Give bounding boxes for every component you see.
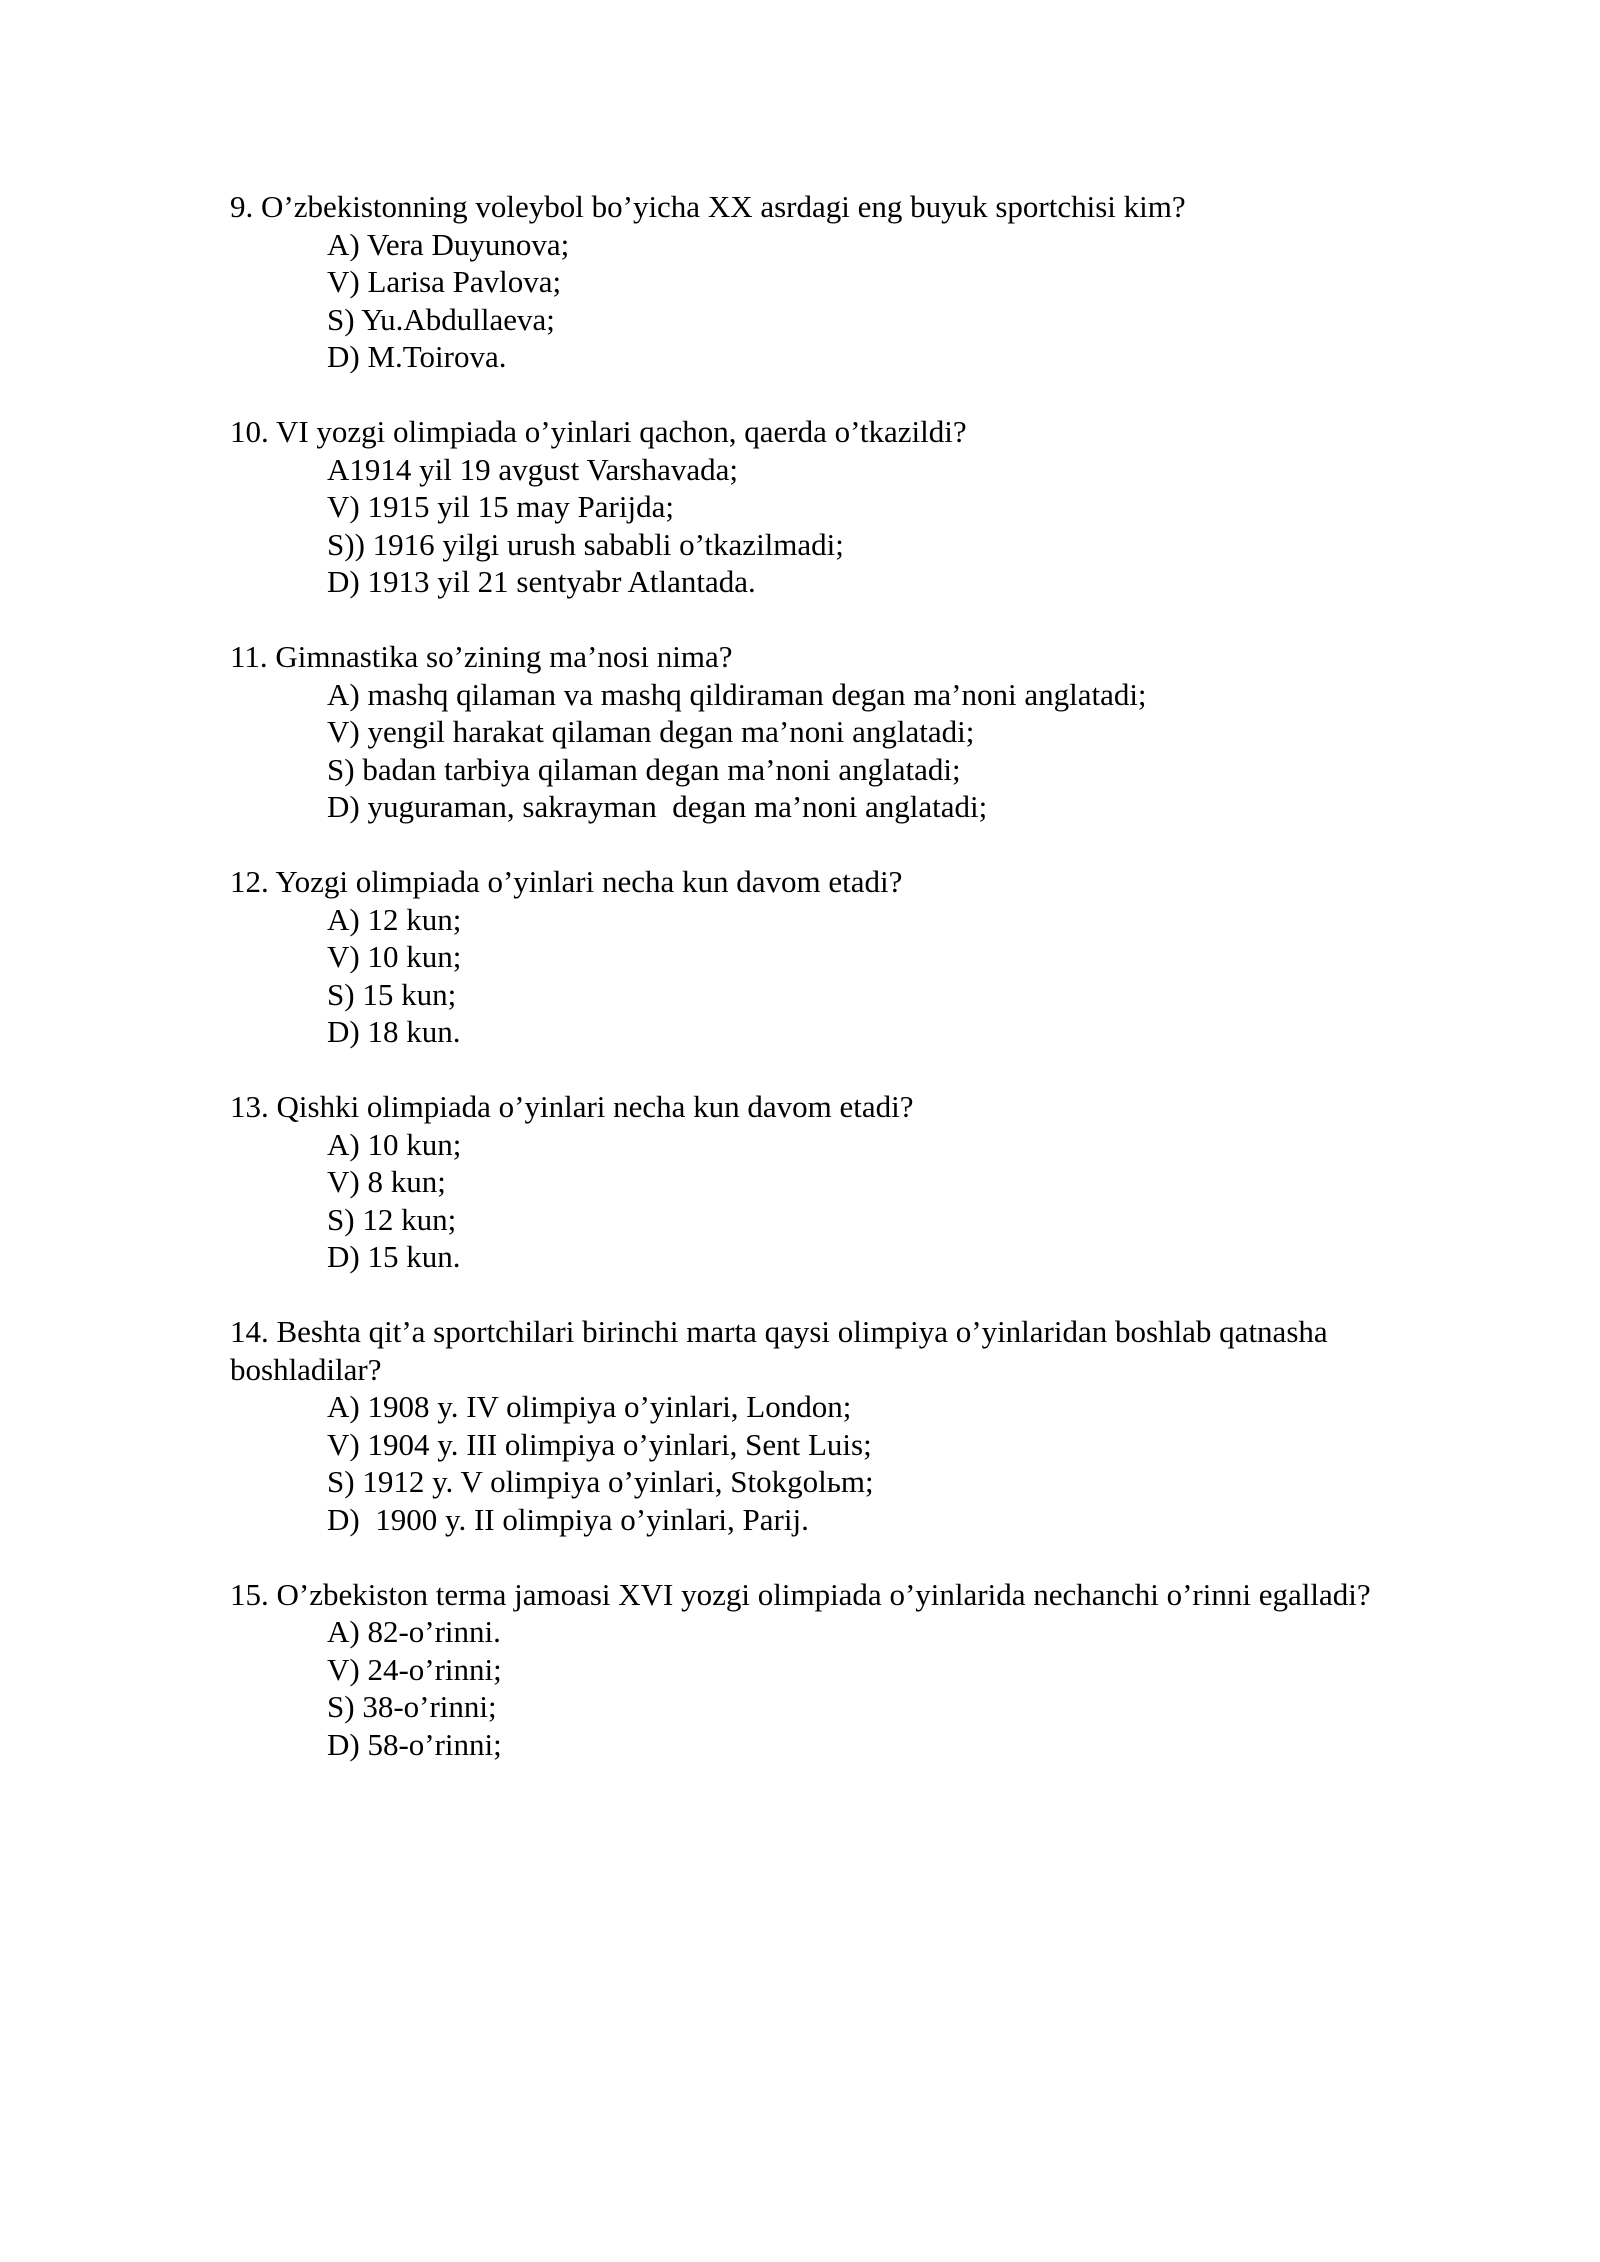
- option-d: D) 18 kun.: [327, 1014, 461, 1049]
- answer-options: [230, 226, 1450, 376]
- answer-options: [230, 1388, 1450, 1538]
- option-a: A) mashq qilaman va mashq qildiraman degan ma’noni anglatadi;: [327, 676, 1147, 712]
- option-s: S)) 1916 yilgi urush sababli o’tkazilmadi;: [327, 526, 844, 562]
- question-14: [230, 1313, 1450, 1538]
- question-text: 15. O’zbekiston terma jamoasi XVI yozgi olimpiada o’yinlarida nechanchi o’rinni egalladi?: [230, 1576, 1371, 1612]
- question-list: [230, 188, 1450, 1801]
- question-15: [230, 1576, 1450, 1764]
- answer-options: [230, 676, 1450, 826]
- question-11: [230, 638, 1450, 826]
- option-d: D) M.Toirova.: [327, 339, 507, 374]
- option-v: V) Larisa Pavlova;: [327, 264, 562, 299]
- option-d: D) 1900 y. II olimpiya o’yinlari, Parij.: [327, 1501, 809, 1537]
- option-a: A1914 yil 19 avgust Varshavada;: [327, 451, 738, 487]
- option-s: S) 38-o’rinni;: [327, 1689, 497, 1724]
- option-v: V) 10 kun;: [327, 939, 462, 974]
- option-a: A) 12 kun;: [327, 901, 462, 937]
- question-text: 13. Qishki olimpiada o’yinlari necha kun davom etadi?: [230, 1089, 914, 1124]
- question-text: 9. O’zbekistonning voleybol bo’yicha XX asrdagi eng buyuk sportchisi kim?: [230, 189, 1186, 224]
- option-s: S) 15 kun;: [327, 976, 457, 1012]
- option-v: V) 8 kun;: [327, 1164, 446, 1199]
- answer-options: [230, 901, 1450, 1051]
- option-a: A) 10 kun;: [327, 1126, 462, 1162]
- option-s: S) badan tarbiya qilaman degan ma’noni anglatadi;: [327, 751, 961, 787]
- option-d: D) 15 kun.: [327, 1239, 461, 1274]
- option-v: V) 1915 yil 15 may Parijda;: [327, 489, 674, 524]
- option-a: A) 1908 y. IV olimpiya o’yinlari, London;: [327, 1389, 852, 1424]
- option-a: A) Vera Duyunova;: [327, 226, 570, 262]
- answer-options: [230, 451, 1450, 601]
- question-12: [230, 863, 1450, 1051]
- option-v: V) yengil harakat qilaman degan ma’noni anglatadi;: [327, 714, 975, 749]
- option-s: S) 1912 y. V olimpiya o’yinlari, Stokgolьm;: [327, 1464, 874, 1499]
- option-s: S) Yu.Abdullaeva;: [327, 301, 555, 337]
- answer-options: [230, 1126, 1450, 1276]
- question-text: 10. VI yozgi olimpiada o’yinlari qachon, qaerda o’tkazildi?: [230, 414, 967, 449]
- question-10: [230, 413, 1450, 601]
- question-text: 14. Beshta qit’a sportchilari birinchi marta qaysi olimpiya o’yinlaridan boshlab qatnasha boshladilar?: [230, 1314, 1336, 1387]
- option-d: D) 1913 yil 21 sentyabr Atlantada.: [327, 564, 756, 599]
- question-9: [230, 188, 1450, 376]
- option-a: A) 82-o’rinni.: [327, 1614, 501, 1649]
- option-v: V) 1904 y. III olimpiya o’yinlari, Sent Luis;: [327, 1426, 872, 1462]
- question-text: 12. Yozgi olimpiada o’yinlari necha kun davom etadi?: [230, 864, 903, 899]
- question-13: [230, 1088, 1450, 1276]
- question-text: 11. Gimnastika so’zining ma’nosi nima?: [230, 639, 733, 674]
- option-s: S) 12 kun;: [327, 1201, 457, 1237]
- answer-options: [230, 1613, 1450, 1763]
- option-d: D) 58-o’rinni;: [327, 1726, 502, 1762]
- option-d: D) yuguraman, sakrayman degan ma’noni anglatadi;: [327, 789, 988, 824]
- option-v: V) 24-o’rinni;: [327, 1651, 502, 1687]
